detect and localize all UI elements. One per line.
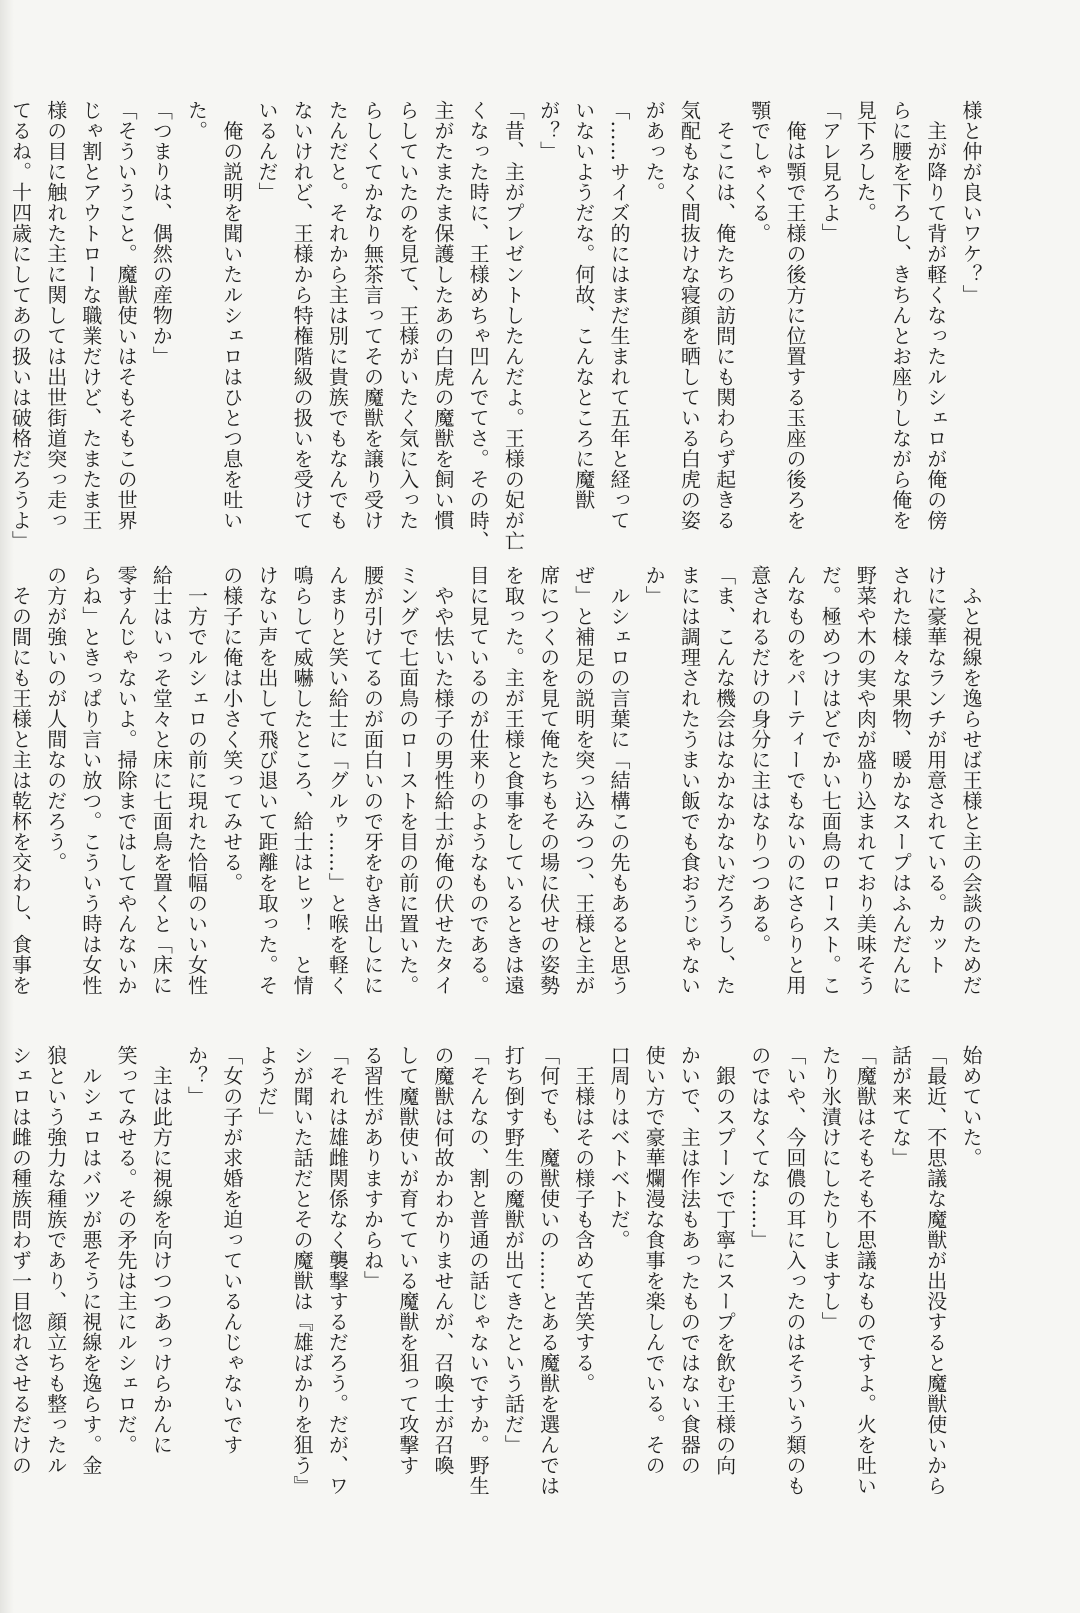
text-column: 「いや、今回儂の耳に入ったのはそういう類のも [782, 1045, 807, 1496]
text-column: 「最近、不思議な魔獣が出没すると魔獣使いから [923, 1045, 948, 1496]
text-column: の様子に俺は小さく笑ってみせる。 [219, 565, 244, 893]
text-column: くなった時に、王様めちゃ凹んでてさ。その時、 [466, 100, 491, 551]
text-column: 主が降りて背が軽くなったルシェロが俺の傍 [923, 100, 948, 531]
text-column: いるんだ」 [254, 100, 279, 203]
text-column: けない声を出して飛び退いて距離を取った。そ [254, 565, 279, 996]
text-column: 俺は顎で王様の後方に位置する玉座の後ろを [782, 100, 807, 531]
text-column: たり氷漬けにしたりしますし」 [818, 1045, 843, 1332]
text-column: 笑ってみせる。その矛先は主にルシェロだ。 [114, 1045, 139, 1455]
text-column: 気配もなく間抜けな寝顔を晒している白虎の姿 [677, 100, 702, 531]
text-column: 「アレ見ろよ」 [818, 100, 843, 244]
text-column: ぜ」と補足の説明を突っ込みつつ、王様と主が [571, 565, 596, 996]
text-column: やや怯いた様子の男性給士が俺の伏せたタイ [430, 565, 455, 996]
text-column: 主は此方に視線を向けつつあっけらかんに [149, 1045, 174, 1455]
text-tier-top [8, 100, 988, 551]
text-column: された様々な果物、暖かなスープはふんだんに [888, 565, 913, 996]
text-column: その間にも王様と主は乾杯を交わし、食事を [8, 565, 33, 996]
text-column: 「魔獣はそもそも不思議なものですよ。火を吐い [853, 1045, 878, 1496]
text-column: ミングで七面鳥のローストを目の前に置いた。 [395, 565, 420, 996]
text-column: の魔獣は何故かわかりませんが、召喚士が召喚 [430, 1045, 455, 1476]
text-column: 見下ろした。 [853, 100, 878, 223]
text-column: だ。極めつけはどでかい七面鳥のロースト。こ [818, 565, 843, 996]
text-column: らしていたのを見て、王様がいたく気に入った [395, 100, 420, 531]
text-column: けに豪華なランチが用意されている。カット [923, 565, 948, 975]
text-column: 「……サイズ的にはまだ生まれて五年と経って [606, 100, 631, 531]
text-tier-middle [8, 565, 988, 1015]
text-column: 始めていた。 [959, 1045, 983, 1168]
text-column: 俺の説明を聞いたルシェロはひとつ息を吐い [219, 100, 244, 531]
text-column: 話が来てな」 [888, 1045, 913, 1168]
text-column: があった。 [642, 100, 667, 203]
text-column: 様と仲が良いワケ？」 [959, 100, 983, 305]
text-column: シが聞いた話だとその魔獣は『雄ばかりを狙う』 [290, 1045, 315, 1496]
text-column: らに腰を下ろし、きちんとお座りしながら俺を [888, 100, 913, 531]
text-column: ルシェロはバツが悪そうに視線を逸らす。金 [78, 1045, 103, 1476]
text-column: 「昔、主がプレゼントしたんだよ。王様の妃が亡 [501, 100, 526, 551]
text-column: のではなくてな……」 [747, 1045, 772, 1250]
text-column: 鳴らして威嚇したところ、給士はヒッ！ と情 [290, 565, 315, 996]
text-column: 様の目に触れた主に関しては出世街道突っ走っ [43, 100, 68, 531]
text-column: いないようだな。何故、こんなところに魔獣 [571, 100, 596, 510]
text-column: 「それは雄雌関係なく襲撃するだろう。だが、ワ [325, 1045, 350, 1496]
text-column: じゃ割とアウトローな職業だけど、たまたま王 [78, 100, 103, 531]
text-column: 口周りはベトベトだ。 [606, 1045, 631, 1250]
text-column: んまりと笑い給士に「グルゥ……」と喉を軽く [325, 565, 350, 996]
text-column: ルシェロの言葉に「結構この先もあると思う [606, 565, 631, 996]
text-column: んなものをパーティーでもないのにさらりと用 [782, 565, 807, 996]
text-column: てるね。十四歳にしてあの扱いは破格だろうよ」 [8, 100, 33, 551]
text-column: 狼という強力な種族であり、顔立ちも整ったル [43, 1045, 68, 1476]
text-column: 「何でも、魔獣使いの……とある魔獣を選んでは [536, 1045, 561, 1496]
text-column: ふと視線を逸らせば王様と主の会談のためだ [959, 565, 983, 996]
text-column: 給士はいっそ堂々と床に七面鳥を置くと「床に [149, 565, 174, 996]
text-column: して魔獣使いが育てている魔獣を狙って攻撃す [395, 1045, 420, 1476]
text-column: ないけれど、王様から特権階級の扱いを受けて [290, 100, 315, 531]
text-column: 「女の子が求婚を迫っているんじゃないです [219, 1045, 244, 1455]
text-column: 意されるだけの身分に主はなりつつある。 [747, 565, 772, 955]
text-column: かいで、主は作法もあったものではない食器の [677, 1045, 702, 1476]
text-column: ようだ」 [254, 1045, 279, 1127]
text-column: を取った。主が王様と食事をしているときは遠 [501, 565, 526, 996]
text-column: シェロは雌の種族問わず一目惚れさせるだけの [8, 1045, 33, 1476]
text-column: らね」ときっぱり言い放つ。こういう時は女性 [78, 565, 103, 996]
text-column: たんだと。それから主は別に貴族でもなんでも [325, 100, 350, 531]
text-column: が？」 [536, 100, 561, 162]
text-column: 席につくのを見て俺たちもその場に伏せの姿勢 [536, 565, 561, 996]
text-column: の方が強いのが人間なのだろう。 [43, 565, 68, 873]
text-column: 顎でしゃくる。 [747, 100, 772, 244]
text-column: る習性がありますからね」 [360, 1045, 385, 1291]
text-column: らしくてかなり無茶言ってその魔獣を譲り受け [360, 100, 385, 531]
text-column: か」 [642, 565, 667, 606]
text-column: た。 [184, 100, 209, 141]
text-column: 腰が引けてるのが面白いので牙をむき出しにに [360, 565, 385, 996]
text-column: 主がたまたま保護したあの白虎の魔獣を飼い慣 [430, 100, 455, 531]
text-column: 野菜や木の実や肉が盛り込まれており美味そう [853, 565, 878, 996]
text-column: 使い方で豪華爛漫な食事を楽しんでいる。その [642, 1045, 667, 1476]
text-column: 「そういうこと。魔獣使いはそもそもこの世界 [114, 100, 139, 531]
text-column: そこには、俺たちの訪問にも関わらず起きる [712, 100, 737, 531]
text-column: まには調理されたうまい飯でも食おうじゃない [677, 565, 702, 996]
text-column: か？」 [184, 1045, 209, 1107]
text-column: 王様はその様子も含めて苦笑する。 [571, 1045, 596, 1394]
text-column: 「ま、こんな機会はなかなかないだろうし、た [712, 565, 737, 996]
text-column: 打ち倒す野生の魔獣が出てきたという話だ」 [501, 1045, 526, 1455]
text-column: 銀のスプーンで丁寧にスープを飲む王様の向 [712, 1045, 737, 1476]
text-column: 「そんなの、割と普通の話じゃないですか。野生 [466, 1045, 491, 1496]
text-column: 「つまりは、偶然の産物か」 [149, 100, 174, 367]
text-column: 一方でルシェロの前に現れた恰幅のいい女性 [184, 565, 209, 996]
text-tier-bottom [8, 1045, 988, 1496]
text-column: 零すんじゃないよ。掃除まではしてやんないか [114, 565, 139, 996]
text-column: 目に見ているのが仕来りのようなものである。 [466, 565, 491, 996]
